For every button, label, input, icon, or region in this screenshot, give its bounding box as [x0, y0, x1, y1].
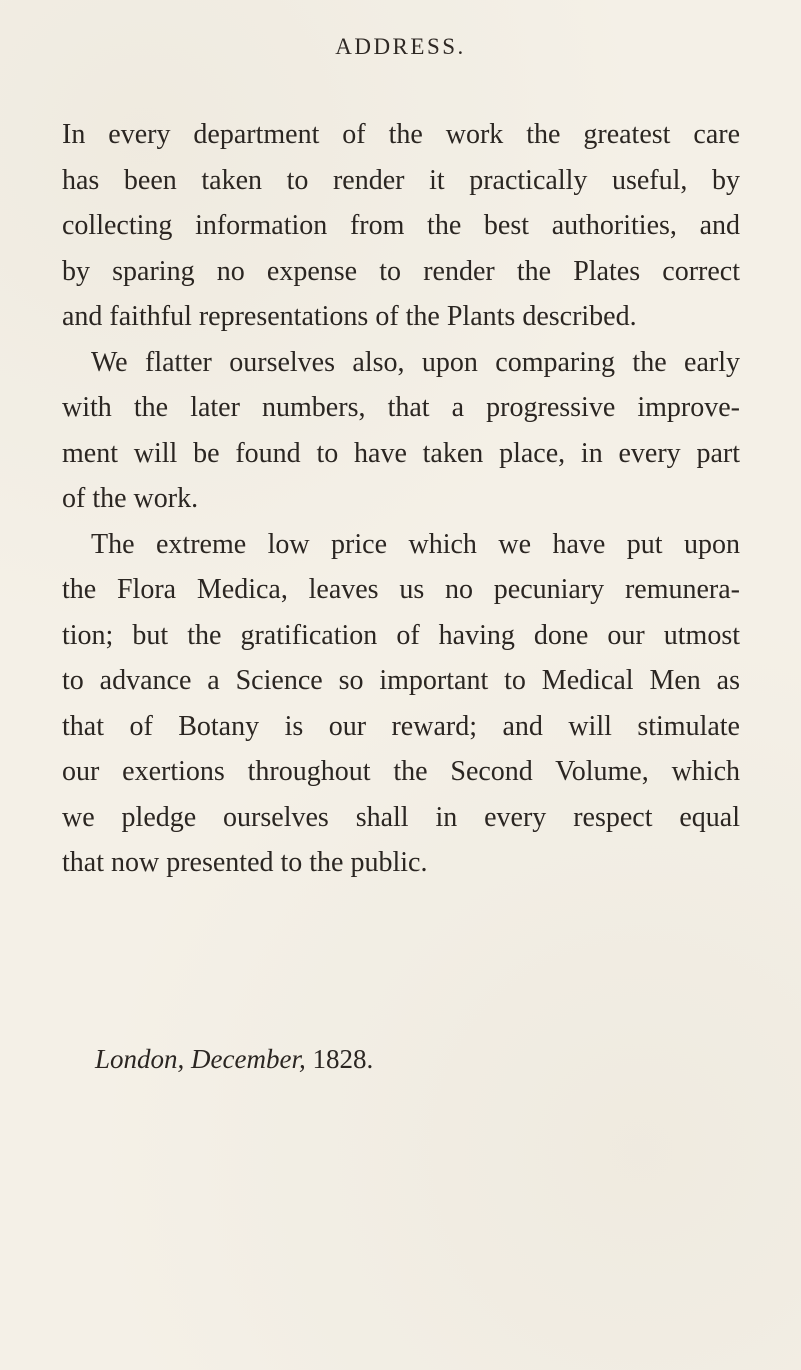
- text-line: that now presented to the public.: [62, 847, 428, 878]
- text-line: ment will be found to have taken place, in every part: [62, 437, 740, 469]
- body-text: [62, 112, 740, 886]
- running-head: ADDRESS.: [335, 34, 466, 59]
- text-line: tion; but the gratification of having done our utmost: [62, 619, 740, 651]
- signoff-place: London,: [95, 1044, 185, 1074]
- paragraph-3: [62, 522, 740, 886]
- text-line: of the work.: [62, 483, 199, 514]
- signoff-year: 1828.: [312, 1044, 374, 1074]
- text-line: the Flora Medica, leaves us no pecuniary remunera-: [62, 574, 740, 605]
- text-line: that of Botany is our reward; and will stimulate: [62, 710, 740, 742]
- paragraph-2: [62, 340, 740, 522]
- text-line: collecting information from the best authorities, and: [62, 210, 740, 241]
- text-line: We flatter ourselves also, upon comparing the early: [91, 346, 740, 378]
- signoff: [95, 1044, 373, 1075]
- text-line: we pledge ourselves shall in every respect equal: [62, 801, 740, 833]
- text-line: and faithful representations of the Plants described.: [62, 301, 637, 332]
- text-line: with the later numbers, that a progressive improve-: [62, 392, 740, 423]
- text-line: to advance a Science so important to Medical Men as: [62, 665, 740, 696]
- text-line: has been taken to render it practically useful, by: [62, 164, 740, 196]
- signoff-month: December,: [191, 1044, 306, 1074]
- text-line: In every department of the work the greatest care: [62, 119, 740, 150]
- paragraph-1: [62, 112, 740, 340]
- text-line: The extreme low price which we have put upon: [91, 528, 740, 560]
- text-line: our exertions throughout the Second Volume, which: [62, 756, 740, 787]
- text-line: by sparing no expense to render the Plates correct: [62, 255, 740, 287]
